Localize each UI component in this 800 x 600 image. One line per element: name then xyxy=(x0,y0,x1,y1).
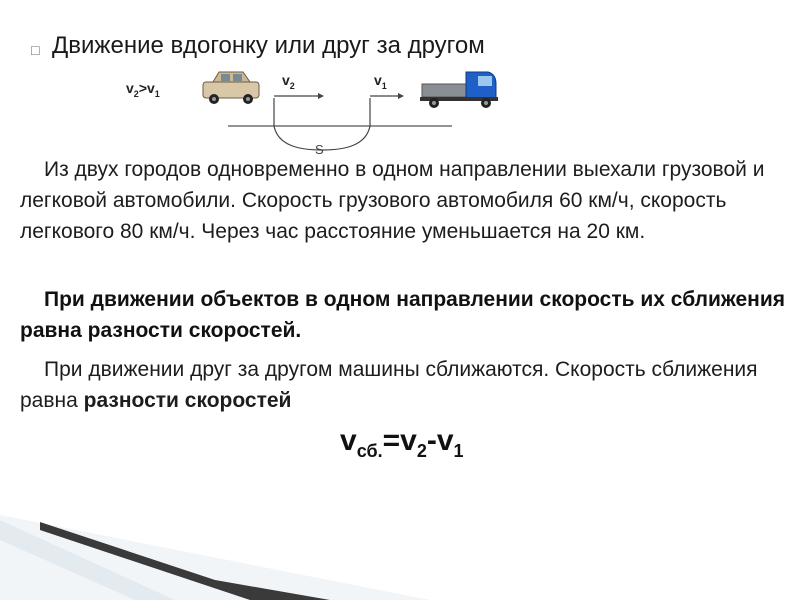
conclusion-plain: При движении друг за другом машины сближаются. Скорость сближения равна xyxy=(20,358,758,412)
problem-text: Из двух городов одновременно в одном направлении выехали грузовой и легковой автомобили. Скорость грузового автомобиля 60 км/ч, скорость легкового 80 км/ч. Через час расстояние уменьшается на 20 км. xyxy=(20,158,765,243)
v1-label: $v_1$ xyxy=(374,72,387,91)
v1-arrowhead xyxy=(398,93,404,99)
rule-text: При движении объектов в одном направлении скорость их сближения равна разности скоростей. xyxy=(20,288,786,342)
conclusion-text xyxy=(20,354,790,416)
v2-arrowhead xyxy=(318,93,324,99)
conclusion-bold: разности скоростей xyxy=(83,389,292,412)
slide-title: Движение вдогонку или друг за другом xyxy=(52,32,485,59)
truck-icon xyxy=(420,72,498,108)
bullet-icon: ☐ xyxy=(30,44,41,58)
speed-condition-label: $v_2>v_1$ xyxy=(126,80,160,99)
approach-speed-formula: $v_{сб.}=v_2-v_1$ xyxy=(340,424,464,461)
v2-label: $v_2$ xyxy=(282,72,295,91)
distance-label: S xyxy=(315,142,324,157)
car-icon xyxy=(203,72,259,104)
